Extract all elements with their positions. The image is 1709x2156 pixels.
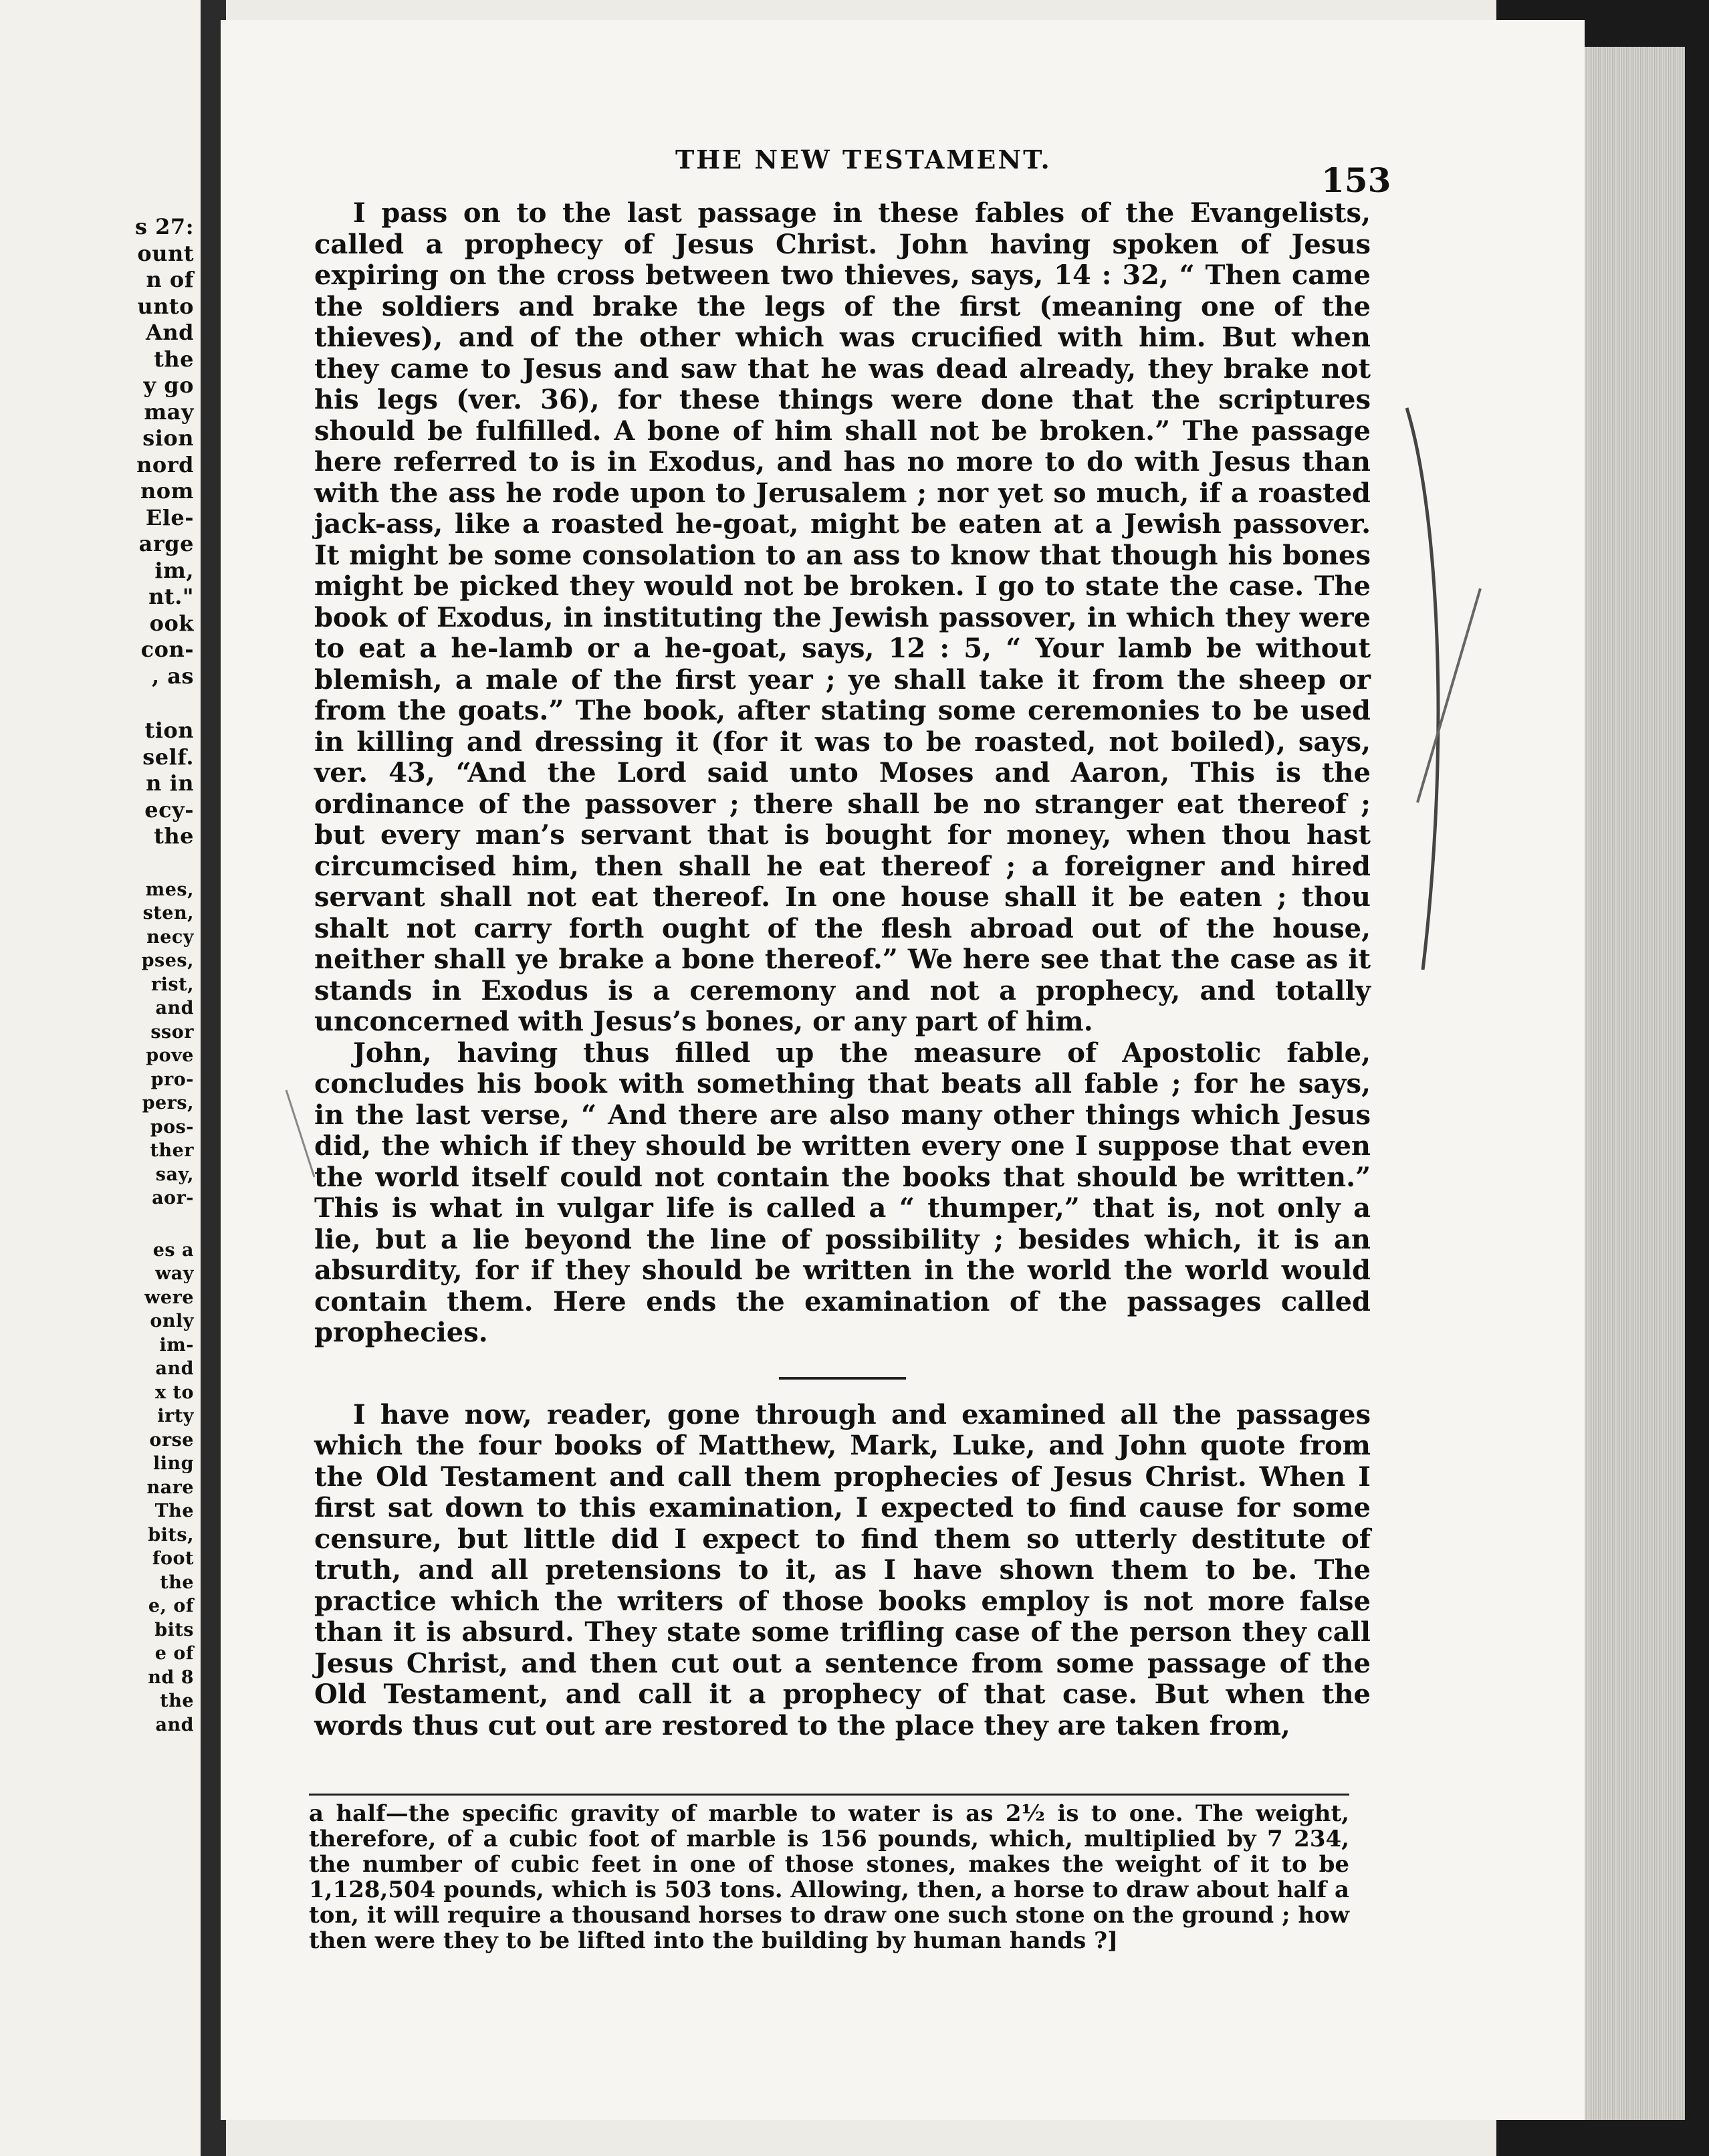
left-page-fragment: s 27: [135,214,194,239]
left-page-fragment: may [144,399,194,425]
left-page-fragment: pses, [141,950,194,971]
margin-line-mark [1407,408,1438,970]
left-page-fragment: aor- [152,1188,194,1208]
left-page-fragment: bits, [148,1524,194,1545]
left-page-fragment: The [154,1501,194,1521]
left-page-fragment: pro- [150,1069,194,1090]
left-page-fragment: and [155,1358,194,1379]
left-page-fragment: and [155,998,194,1018]
left-page-fragment: es a [152,1239,194,1261]
left-page-fragment: only [150,1311,194,1331]
left-page-fragment: the [154,346,194,372]
left-page-fragment: im- [159,1334,194,1356]
left-page-fragment: necy [146,926,194,948]
left-page-fragment: were [144,1287,194,1308]
left-page-fragment: mes, [145,879,194,900]
left-page-fragment: pos- [150,1116,194,1138]
left-page-fragment: y go [143,372,194,398]
running-header: THE NEW TESTAMENT. [675,144,1052,175]
footnote: a half—the specific gravity of marble to water is as 2½ is to one. The weight, therefore, of a cubic foot of marble is 156 pounds, which, multiplied by 7 234, the number of cubic feet in one of those stones, makes the weight of it to be 1,128,504 pounds, which is 503 tons. Allowing, then, a horse to draw about half a ton, it will require a thousand horses to draw one such stone on the ground ; how then were they to be lifted into the building by human hands ?] [309,1794,1349,1953]
left-page-fragment: im, [154,557,194,583]
left-page-fragment: unto [137,293,194,319]
left-page-fragment: , as [151,663,194,689]
left-page-fragment: the [154,823,194,849]
left-page-fragment: Ele- [145,504,194,530]
left-page-fragment: self. [142,744,194,770]
left-page-fragment: ther [150,1140,194,1161]
left-page-fragment: orse [149,1429,194,1450]
left-page-fragment: nord [136,451,194,477]
paragraph-3: I have now, reader, gone through and examined all the passages which the four books of Matthew, Mark, Luke, and John quote from the Old Testament and call them prophecies of Jesus Christ. When I first sat down to this examination, I expected to find cause for some censure, but little did I expect to find them so utterly destitute of truth, and all pretensions to it, as I have shown them to be. The practice which the writers of those books employ is not more false than it is absurd. They state some trifling case of the person they call Jesus Christ, and then cut out a sentence from some passage of the Old Testament, and call it a prophecy of that case. But when the words thus cut out are restored to the place they are taken from, [314,1398,1371,1741]
left-page-fragment: n in [146,770,194,796]
left-page-fragment: ssor [150,1021,194,1043]
left-page-fragment: nt." [148,584,194,609]
left-page-fragment: foot [152,1548,194,1569]
left-page-fragment: e of [154,1643,194,1664]
left-page-fragment: the [160,1691,194,1711]
left-page-fragment: ecy- [144,796,194,823]
left-page-fragment: arge [138,531,194,556]
paragraph-2: John, having thus filled up the measure of Apostolic fable, concludes his book with something that beats all fable ; for he says, in the last verse, “ And there are also many other things which Jesus did, the which if they should be written every one I suppose that even the world itself could not contain the books that should be written.” This is what in vulgar life is called a “ thumper,” that is, not only a lie, but a lie beyond the line of possibility ; besides which, it is an absurdity, for if they should be written in the world the world would contain them. Here ends the examination of the passages called prophecies. [314,1037,1371,1348]
left-page-fragment: nd 8 [148,1666,194,1688]
left-page-fragment: ling [152,1453,194,1474]
left-page-fragment: con- [140,637,194,662]
left-page-fragment: sion [142,425,194,451]
left-page-fragment: pers, [142,1093,194,1113]
left-page-fragment: tion [144,718,194,743]
left-page-fragment: bits [154,1619,194,1640]
left-page-fragment: nom [140,478,194,504]
margin-slash-mark [1417,588,1480,802]
left-page-fragment: the [160,1572,194,1593]
left-page-fragment: say, [155,1164,194,1185]
paragraph-1: I pass on to the last passage in these fables of the Evangelists, called a prophecy of Jesus Christ. John having spoken of Jesus expiring on the cross between two thieves, says, 14 : 32, “ Then came the soldiers and brake the legs of the first (meaning one of the thieves), and of the other which was crucified with him. But when they came to Jesus and saw that he was dead already, they brake not his legs (ver. 36), for these things were done that the scriptures should be fulfilled. A bone of him shall not be broken.” The passage here referred to is in Exodus, and has no more to do with Jesus than with the ass he rode upon to Jerusalem ; nor yet so much, if a roasted jack-ass, like a roasted he-goat, might be eaten at a Jewish passover. It might be some consolation to an ass to know that though his bones might be picked they would not be broken. I go to state the case. The book of Exodus, in instituting the Jewish passover, in which they were to eat a he-lamb or a he-goat, says, 12 : 5, “ Your lamb be without blemish, a male of the first year ; ye shall take it from the sheep or from the goats.” The book, after stating some ceremonies to be used in killing and dressing it (for it was to be roasted, not boiled), says, ver. 43, “And the Lord said unto Moses and Aaron, This is the ordinance of the passover ; there shall be no stranger eat thereof ; but every man’s servant that is bought for money, when thou hast circumcised him, then shall he eat thereof ; a foreigner and hired servant shall not eat thereof. In one house shall it be eaten ; thou shalt not carry forth ought of the flesh abroad out of the house, neither shall ye brake a bone thereof.” We here see that the case as it stands in Exodus is a ceremony and not a prophecy, and totally unconcerned with Jesus’s bones, or any part of him. [314,197,1371,1037]
left-page-fragment: n of [146,267,194,292]
left-page-fragment: e, of [148,1596,194,1616]
left-page-fragment: and [155,1714,194,1735]
left-page-fragment: pove [146,1045,194,1066]
left-page-fragment: And [146,320,194,345]
left-page-fragment: sten, [142,903,194,924]
page-number: 153 [1321,160,1391,200]
left-page-fragment: way [155,1263,194,1284]
left-page-fragment: irty [157,1406,194,1426]
left-page-fragment: nare [146,1477,194,1498]
left-page-fragment: rist, [150,974,194,995]
left-page-fragment: ook [149,610,194,636]
left-page-fragment: ount [137,240,194,266]
margin-bracket-mark [286,1090,314,1177]
left-page-fragment: x to [155,1382,194,1403]
